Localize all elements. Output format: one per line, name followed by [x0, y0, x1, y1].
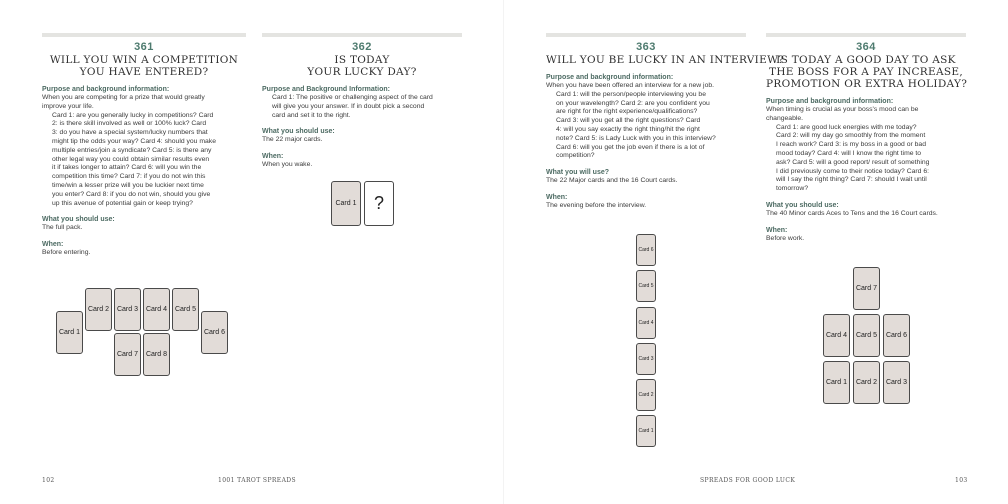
top-rule: [42, 33, 246, 37]
card-slot: Card 2: [636, 379, 656, 411]
card-slot: Card 1: [636, 415, 656, 447]
when-text: When you wake.: [262, 161, 313, 169]
page-number-left: 102: [42, 477, 55, 484]
card-slot: Card 1: [56, 311, 83, 354]
spread-362: [262, 33, 462, 170]
purpose-heading: Purpose and background information:: [546, 74, 674, 81]
purpose-heading: Purpose and background information:: [42, 86, 170, 93]
when-text: Before work.: [766, 234, 805, 242]
when-heading: When:: [766, 226, 788, 234]
card-descriptions: Card 1: will the person/people interviewing you be on your wavelength? Card 2: are you confident you are right for the right experience/qualifications? Card 3: will you get all the right questions? Card 4: will you say exactly the right thing/hit the right note? Card 5: is Lady Luck with you in this interview? Card 6: will you get the job even if there is a lot of competition?: [556, 90, 716, 160]
use-heading: What you should use:: [766, 201, 839, 209]
spread-title: WILL YOU WIN A COMPETITION YOU HAVE ENTERED?: [49, 54, 239, 78]
spread-title: IS TODAY YOUR LUCKY DAY?: [307, 54, 417, 78]
use-heading: What you will use?: [546, 169, 610, 177]
use-text: The 40 Minor cards Aces to Tens and the 16 Court cards.: [766, 209, 938, 217]
use-text: The 22 major cards.: [262, 136, 323, 144]
spread-number: 361: [134, 41, 154, 53]
when-text: Before entering.: [42, 249, 91, 257]
card-slot: Card 6: [636, 234, 656, 266]
top-rule: [766, 33, 966, 37]
spread-363: [546, 33, 785, 211]
purpose-heading: Purpose and background information:: [766, 98, 894, 105]
spread-title: IS TODAY A GOOD DAY TO ASK THE BOSS FOR A PAY INCREASE, PROMOTION OR EXTRA HOLIDAY?: [766, 54, 968, 90]
card-slot: Card 4: [636, 307, 656, 339]
card-slot: Card 3: [883, 361, 910, 404]
card-slot: Card 8: [143, 333, 170, 376]
when-heading: When:: [42, 241, 64, 249]
card-descriptions: Card 1: are good luck energies with me today? Card 2: will my day go smoothly from the moment I reach work? Card 3: is my boss in a good or bad mood today? Card 4: will I know the right time to ask? Card 5: will a good report/ result of something I did previously come to their notice today? Card 6: will I say the right thing? Card 7: should I wait until tomorrow?: [776, 123, 930, 193]
purpose-text: When you have been offered an interview for a new job.: [546, 82, 715, 89]
card-slot: Card 5: [636, 270, 656, 302]
use-text: The 22 Major cards and the 16 Court cards.: [546, 177, 678, 185]
card-slot: Card 2: [853, 361, 880, 404]
card-descriptions: Card 1: The positive or challenging aspect of the card will give you your answer. If in doubt pick a second card and set it to the right.: [272, 94, 433, 119]
card-slot: Card 2: [85, 288, 112, 331]
top-rule: [546, 33, 746, 37]
running-head-right: SPREADS FOR GOOD LUCK: [700, 477, 796, 484]
question-card: ?: [364, 181, 394, 226]
use-text: The full pack.: [42, 224, 83, 232]
purpose-heading: Purpose and Background Information:: [262, 86, 390, 93]
page-gutter: [503, 0, 504, 504]
spread-364: [766, 33, 966, 244]
spread-361: [42, 33, 246, 258]
card-slot: Card 3: [636, 343, 656, 375]
card-slot: Card 1: [331, 181, 361, 226]
card-descriptions: Card 1: are you generally lucky in competitions? Card 2: is there skill involved as well or 100% luck? Card 3: do you have a special system/lucky numbers that might tip the odds your way? Card 4: should you make multiple entries/join a syndicate? Card 5: is there any other legal way you could obtain similar results even it if takes longer to attain? Card 6: will you win the competition this time? Card 7: if you do not win this time/win a lesser prize will you be luckier next time you enter? Card 8: if you do not win, should you give up this avenue of potential gain or keep trying?: [52, 111, 216, 207]
spread-number: 363: [636, 41, 656, 53]
when-heading: When:: [546, 193, 568, 201]
page-number-right: 103: [955, 477, 968, 484]
card-slot: Card 4: [823, 314, 850, 357]
card-slot: Card 5: [853, 314, 880, 357]
card-slot: Card 3: [114, 288, 141, 331]
purpose-text: When you are competing for a prize that would greatly improve your life.: [42, 94, 205, 110]
card-slot: Card 7: [853, 267, 880, 310]
card-slot: Card 1: [823, 361, 850, 404]
use-heading: What you should use:: [262, 128, 335, 136]
top-rule: [262, 33, 462, 37]
spread-number: 364: [856, 41, 876, 53]
card-slot: Card 7: [114, 333, 141, 376]
card-slot: Card 5: [172, 288, 199, 331]
purpose-text: When timing is crucial as your boss's mood can be changeable.: [766, 106, 919, 122]
when-text: The evening before the interview.: [546, 201, 647, 209]
card-slot: Card 4: [143, 288, 170, 331]
when-heading: When:: [262, 153, 284, 161]
card-slot: Card 6: [201, 311, 228, 354]
use-heading: What you should use:: [42, 216, 115, 224]
spread-number: 362: [352, 41, 372, 53]
running-head-left: 1001 TAROT SPREADS: [218, 477, 297, 484]
card-slot: Card 6: [883, 314, 910, 357]
spread-title: WILL YOU BE LUCKY IN AN INTERVIEW?: [546, 54, 785, 66]
